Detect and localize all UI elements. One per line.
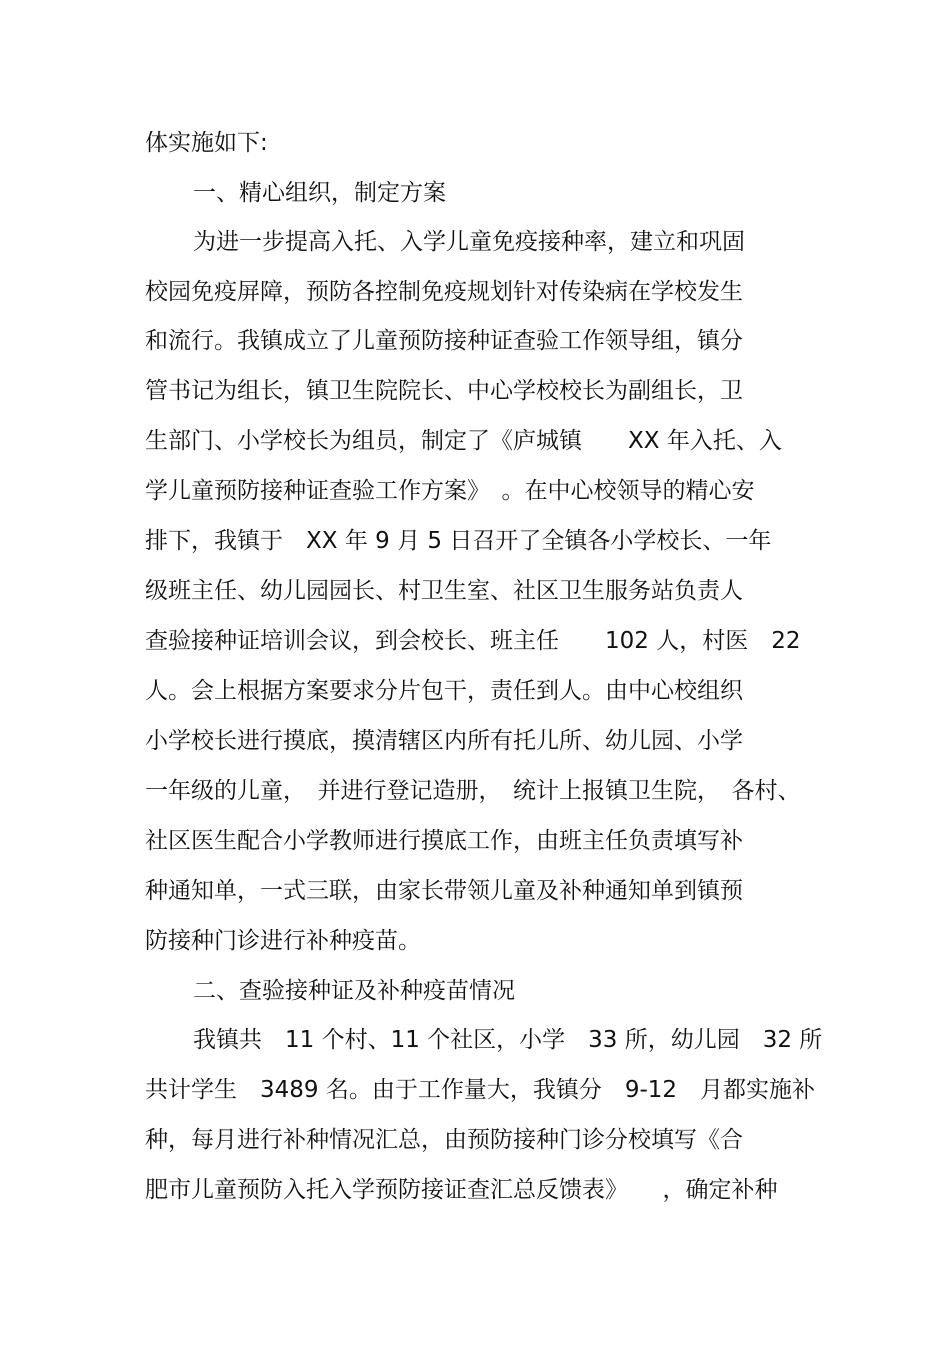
text-line-15: 社区医生配合小学教师进行摸底工作，由班主任负责填写补 xyxy=(145,828,743,854)
text-line-12: 人。会上根据方案要求分片包干，责任到人。由中心校组织 xyxy=(145,678,743,704)
text-line-13: 小学校长进行摸底，摸清辖区内所有托儿所、幼儿园、小学 xyxy=(145,728,743,754)
text-line-22: 肥市儿童预防入托入学预防接证查汇总反馈表》 ，确定补种 xyxy=(145,1177,778,1203)
text-line-3: 为进一步提高入托、入学儿童免疫接种率，建立和巩固 xyxy=(193,229,745,255)
text-line-1: 体实施如下: xyxy=(145,130,268,156)
text-line-10: 级班主任、幼儿园园长、村卫生室、社区卫生服务站负责人 xyxy=(145,578,743,604)
text-line-17: 防接种门诊进行补种疫苗。 xyxy=(145,928,421,954)
text-line-14: 一年级的儿童， 并进行登记造册， 统计上报镇卫生院， 各村、 xyxy=(145,778,801,804)
text-line-21: 种，每月进行补种情况汇总，由预防接种门诊分校填写《合 xyxy=(145,1127,743,1153)
text-line-11: 查验接种证培训会议，到会校长、班主任 102 人，村医 22 xyxy=(145,628,801,654)
text-line-8: 学儿童预防接种证查验工作方案》 。在中心校领导的精心安 xyxy=(145,478,755,504)
section-heading-2: 二、查验接种证及补种疫苗情况 xyxy=(193,978,515,1004)
text-line-5: 和流行。我镇成立了儿童预防接种证查验工作领导组，镇分 xyxy=(145,328,743,354)
section-heading-1: 一、精心组织，制定方案 xyxy=(193,180,446,206)
text-line-9: 排下，我镇于 XX 年 9 月 5 日召开了全镇各小学校长、一年 xyxy=(145,528,772,554)
text-line-4: 校园免疫屏障，预防各控制免疫规划针对传染病在学校发生 xyxy=(145,279,743,305)
text-line-20: 共计学生 3489 名。由于工作量大，我镇分 9-12 月都实施补 xyxy=(145,1077,816,1103)
text-line-7: 生部门、小学校长为组员，制定了《庐城镇 XX 年入托、入 xyxy=(145,428,782,454)
text-line-6: 管书记为组长，镇卫生院院长、中心学校校长为副组长，卫 xyxy=(145,378,743,404)
text-line-19: 我镇共 11 个村、11 个社区，小学 33 所，幼儿园 32 所 xyxy=(193,1027,823,1053)
text-line-16: 种通知单，一式三联，由家长带领儿童及补种通知单到镇预 xyxy=(145,878,743,904)
